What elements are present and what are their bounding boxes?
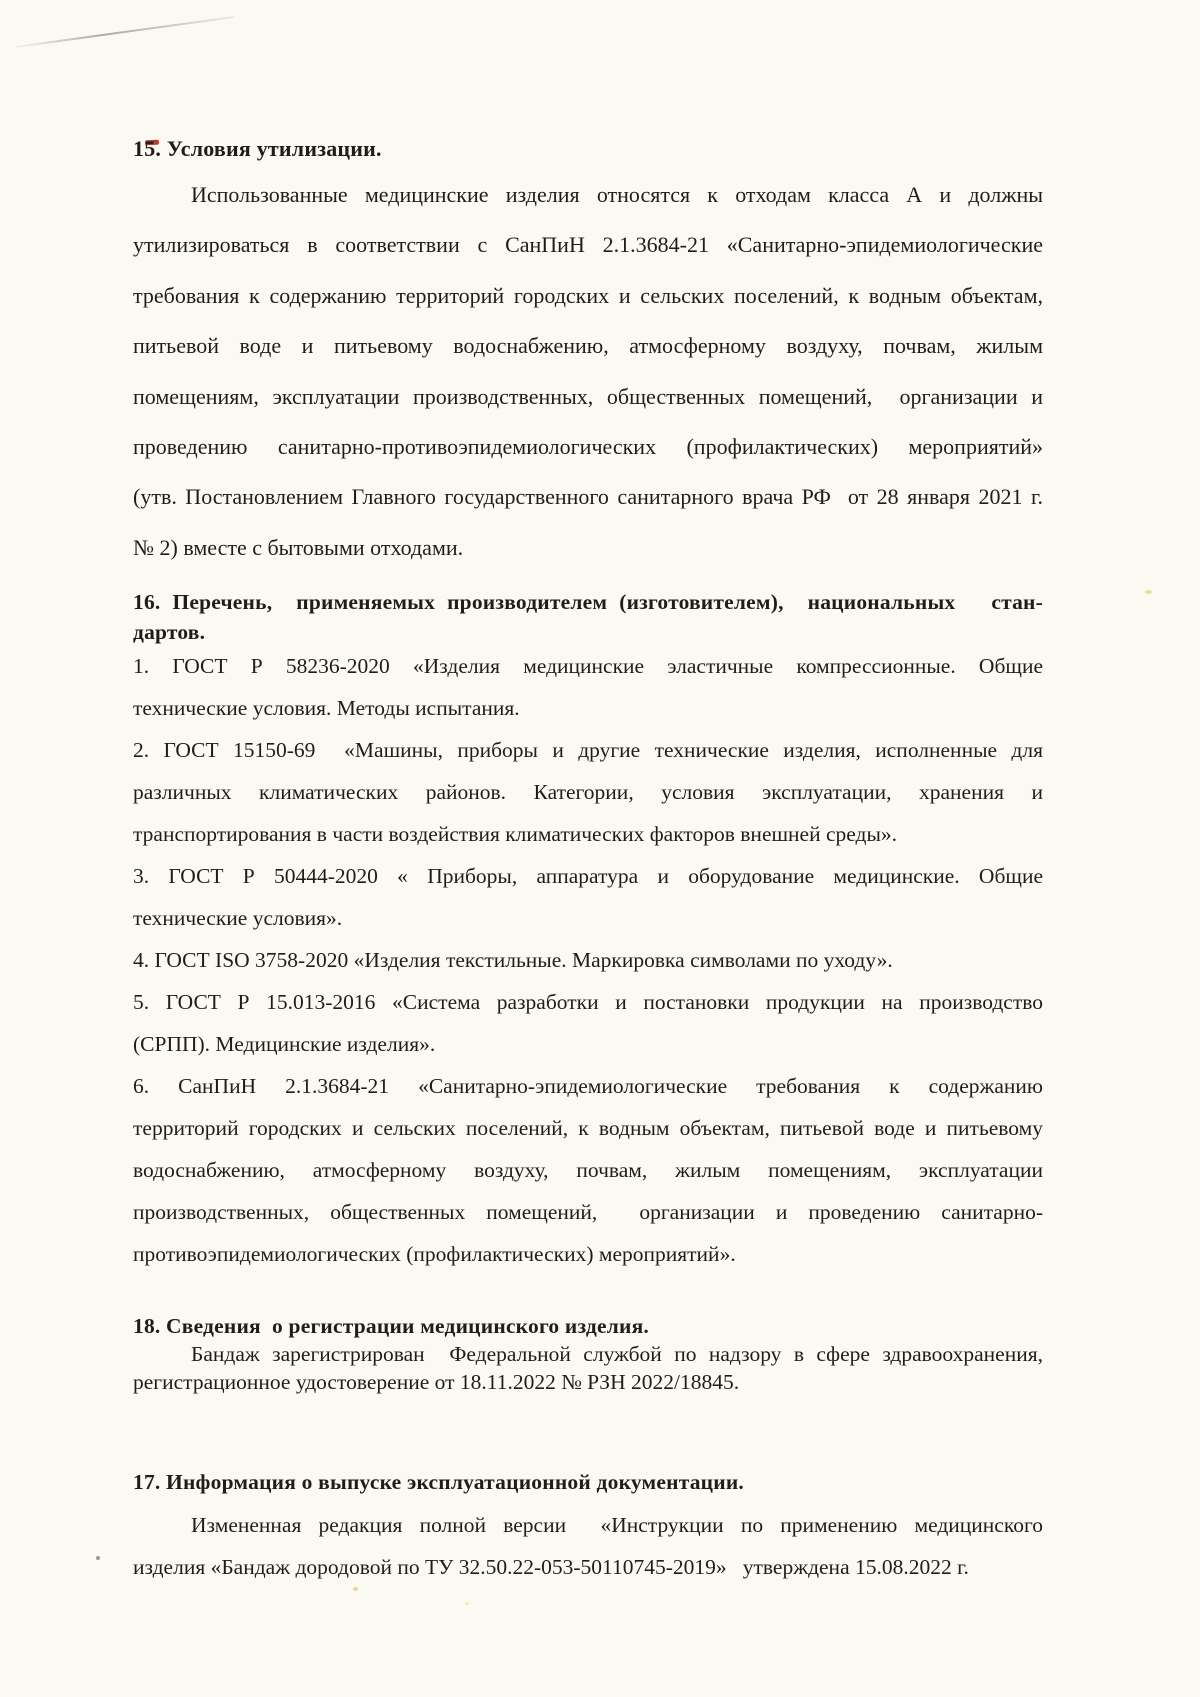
section-17-paragraph xyxy=(133,1504,1043,1588)
s17-line: изделия «Бандаж дородовой по ТУ 32.50.22-053-50110745-2019» утверждена 15.08.2022 г. xyxy=(133,1555,969,1579)
paper-speck xyxy=(1145,590,1152,594)
s15-line: Использованные медицинские изделия относятся к отходам класса А и должны xyxy=(191,182,1043,207)
s16-line: 4. ГОСТ ISO 3758-2020 «Изделия текстильные. Маркировка символами по уходу». xyxy=(133,948,893,972)
s18-line: регистрационное удостоверение от 18.11.2022 № РЗН 2022/18845. xyxy=(133,1369,740,1394)
s16-line: территорий городских и сельских поселений, к водным объектам, питьевой воде и питьевому xyxy=(133,1116,1043,1140)
scan-scratch-artifact xyxy=(15,16,234,48)
section-18-heading: 18. Сведения о регистрации медицинского изделия. xyxy=(133,1314,650,1338)
s16-line: водоснабжению, атмосферному воздуху, почвам, жилым помещениям, эксплуатации xyxy=(133,1158,1043,1182)
paper-speck xyxy=(96,1556,100,1560)
s17-line: Измененная редакция полной версии «Инструкции по применению медицинского xyxy=(191,1513,1043,1537)
s16-line: 6. СанПиН 2.1.3684-21 «Санитарно-эпидемиологические требования к содержанию xyxy=(133,1074,1043,1098)
s16-line: технические условия». xyxy=(133,906,343,930)
s15-line: утилизироваться в соответствии с СанПиН 2.1.3684-21 «Санитарно-эпидемиологические xyxy=(133,232,1043,258)
s16-line: производственных, общественных помещений, организации и проведению санитарно- xyxy=(133,1200,1043,1224)
section-18-paragraph xyxy=(133,1341,1043,1396)
s15-line: проведению санитарно-противоэпидемиологических (профилактических) мероприятий» xyxy=(133,434,1043,460)
s16-line: транспортирования в части воздействия климатических факторов внешней среды». xyxy=(133,822,898,846)
s15-line: помещениям, эксплуатации производственных, общественных помещений, организации и xyxy=(133,383,1043,409)
s16-line: различных климатических районов. Категории, условия эксплуатации, хранения и xyxy=(133,780,1043,804)
section-15-paragraph xyxy=(133,170,1043,573)
s16-line: технические условия. Методы испытания. xyxy=(133,696,520,720)
s15-line: питьевой воде и питьевому водоснабжению, атмосферному воздуху, почвам, жилым xyxy=(133,333,1043,359)
s16-line: (СРПП). Медицинские изделия». xyxy=(133,1032,436,1056)
s15-line: № 2) вместе с бытовыми отходами. xyxy=(133,534,464,560)
s16-heading-line: 16. Перечень, применяемых производителем (изготовителем), национальных стан- xyxy=(133,590,1043,614)
s16-line: 5. ГОСТ Р 15.013-2016 «Система разработки и постановки продукции на производство xyxy=(133,990,1043,1014)
paper-speck xyxy=(465,1602,469,1605)
s15-line: (утв. Постановлением Главного государственного санитарного врача РФ от 28 января 2021 г. xyxy=(133,484,1043,510)
s16-line: 3. ГОСТ Р 50444-2020 « Приборы, аппаратура и оборудование медицинские. Общие xyxy=(133,864,1043,888)
s18-line: Бандаж зарегистрирован Федеральной службой по надзору в сфере здравоохранения, xyxy=(191,1342,1043,1366)
s16-heading-line: дартов. xyxy=(133,619,206,644)
section-16-heading xyxy=(133,588,1043,647)
section-15-heading: 15. Условия утилизации. xyxy=(133,136,382,161)
s16-line: противоэпидемиологических (профилактических) мероприятий». xyxy=(133,1242,736,1266)
section-16-standards-list xyxy=(133,645,1043,1275)
section-17-heading: 17. Информация о выпуске эксплуатационной документации. xyxy=(133,1470,745,1494)
s15-line: требования к содержанию территорий городских и сельских поселений, к водным объектам, xyxy=(133,282,1043,308)
s16-line: 1. ГОСТ Р 58236-2020 «Изделия медицинские эластичные компрессионные. Общие xyxy=(133,654,1043,678)
s16-line: 2. ГОСТ 15150-69 «Машины, приборы и другие технические изделия, исполненные для xyxy=(133,738,1043,762)
